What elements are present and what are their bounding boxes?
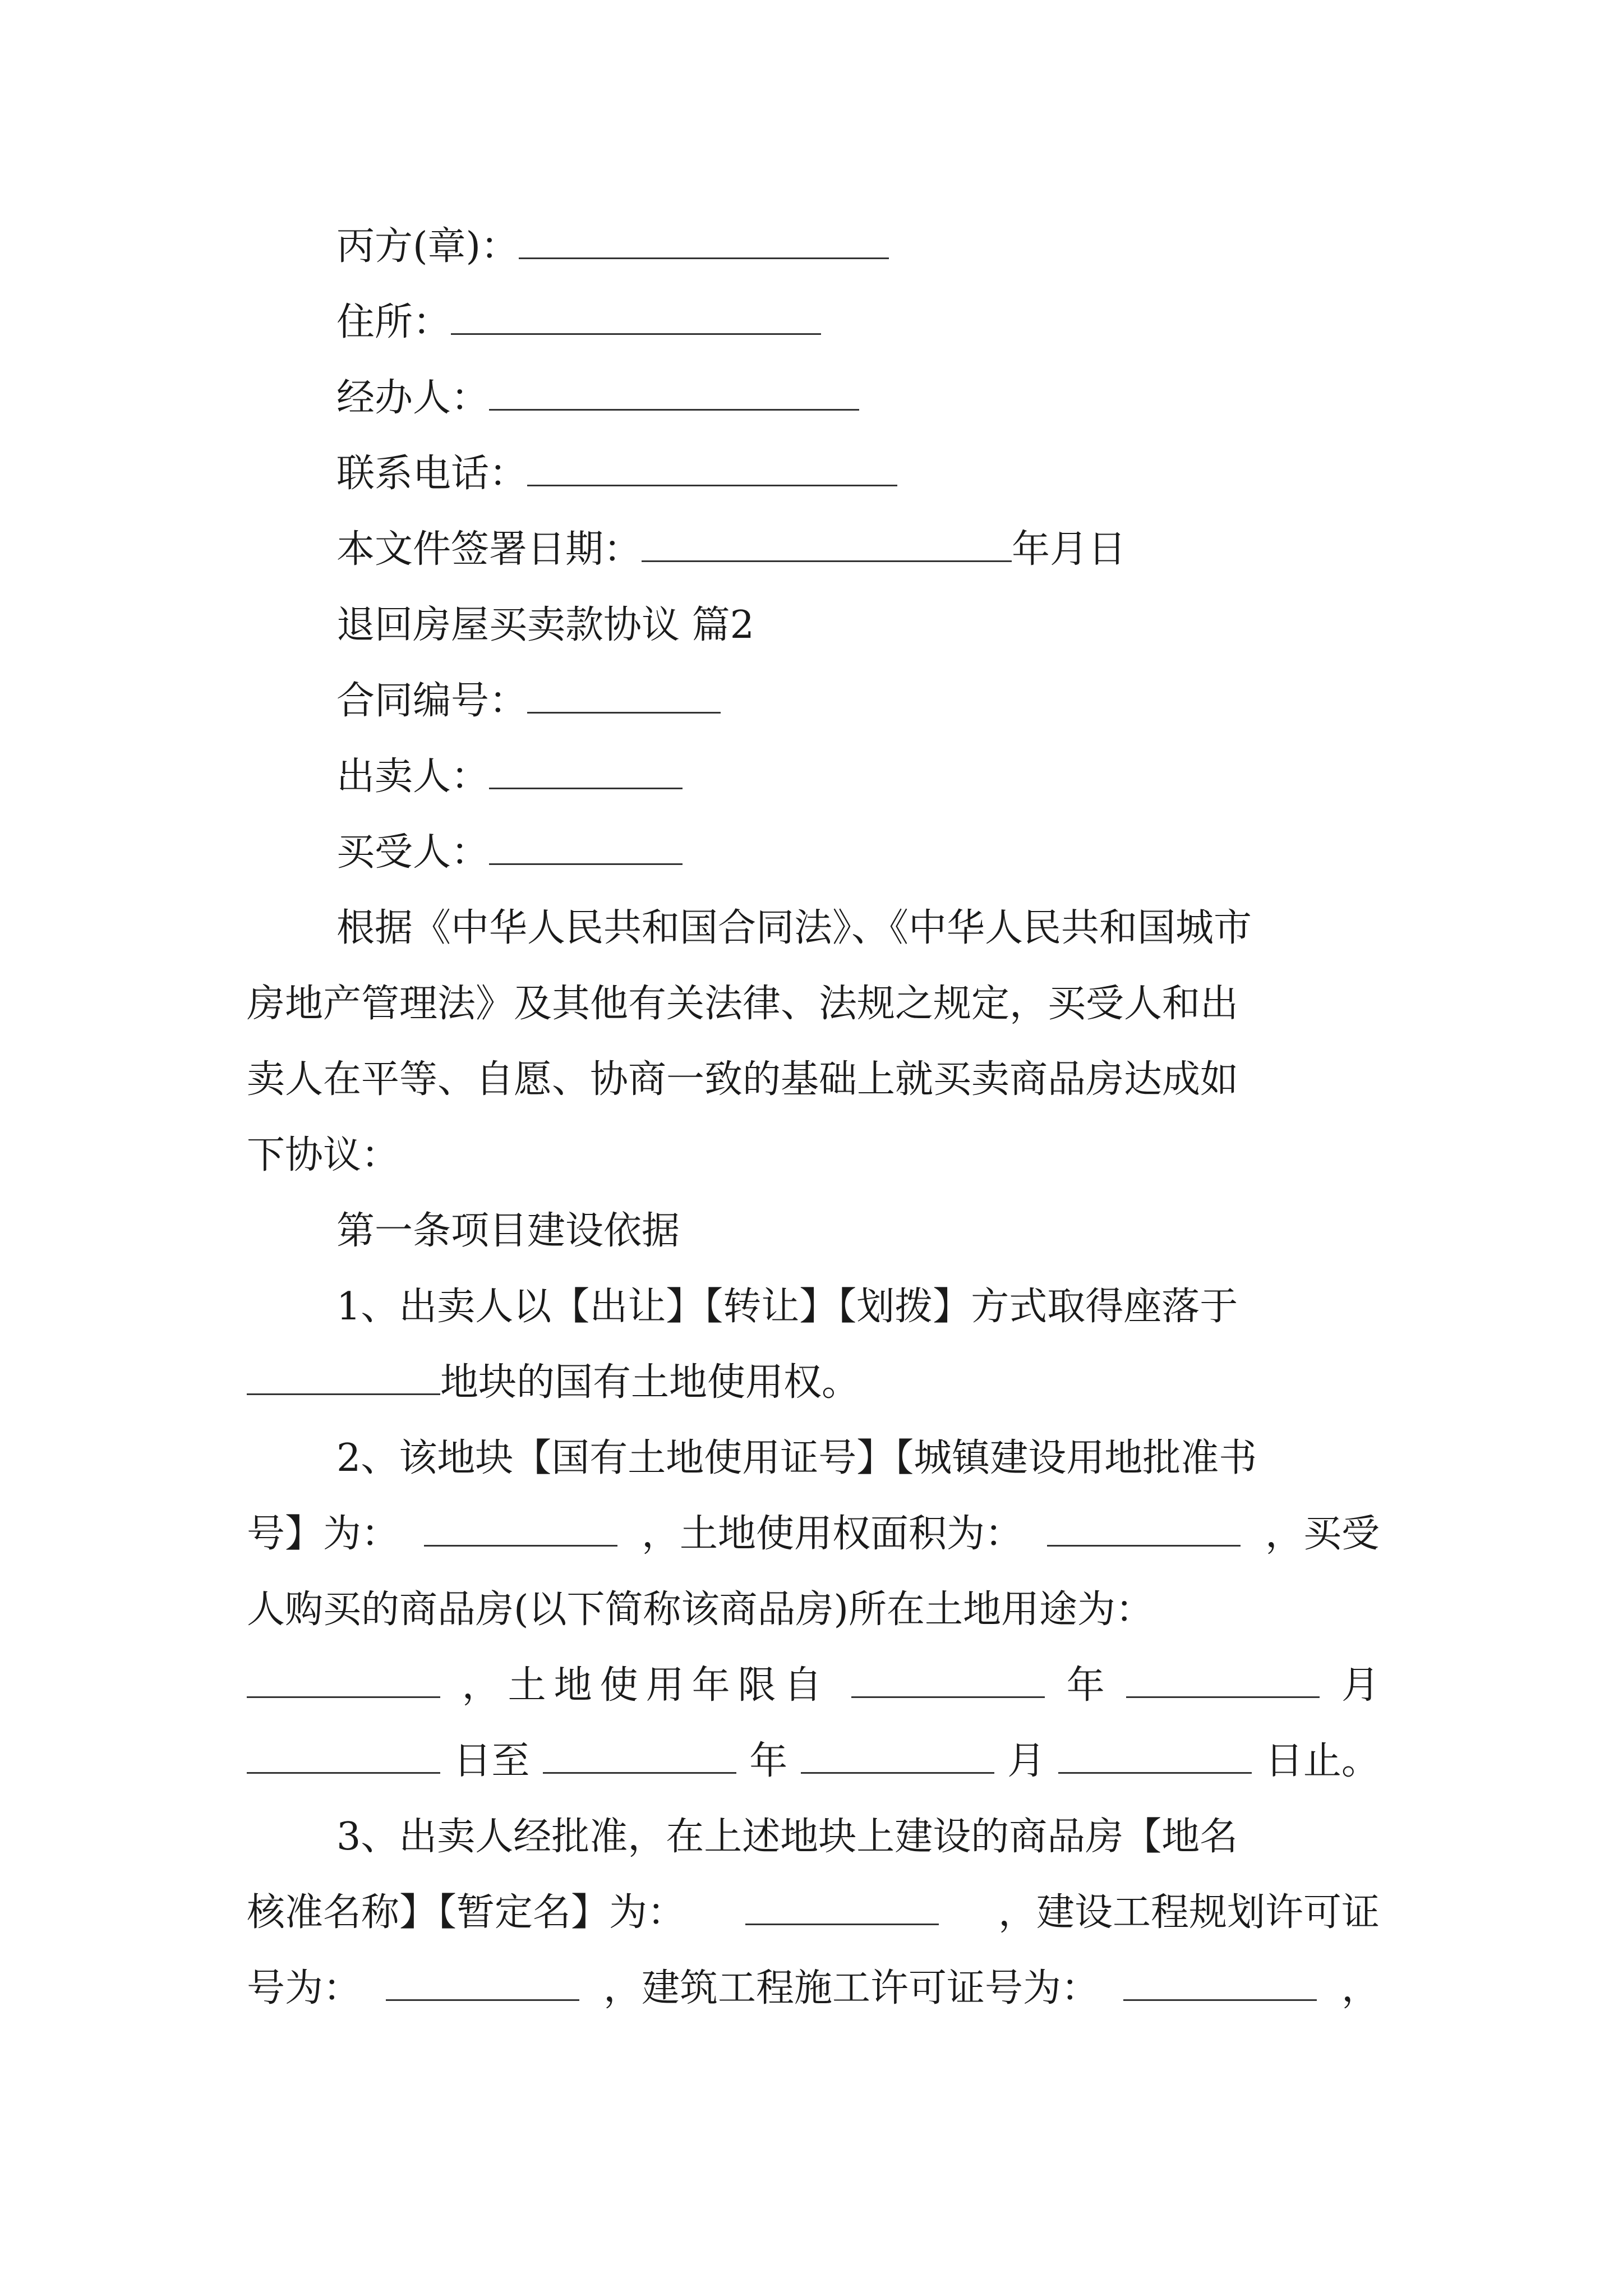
party-c-agent-line bbox=[0, 362, 1623, 435]
seller-blank bbox=[489, 754, 683, 789]
clause2-l5-c: 月 bbox=[1007, 1739, 1046, 1783]
party-c-agent-label: 经办人： bbox=[336, 376, 490, 420]
land-location-blank bbox=[247, 1360, 440, 1395]
clause1-line-2 bbox=[0, 1346, 1623, 1419]
certificate-number-blank bbox=[424, 1511, 617, 1547]
clause1-line-2-text: 地块的国有土地使用权。 bbox=[440, 1360, 860, 1405]
seller-label: 出卖人： bbox=[336, 754, 490, 799]
buyer-line bbox=[0, 816, 1623, 889]
party-c-seal-line bbox=[0, 210, 1623, 283]
party-c-address-blank bbox=[451, 300, 821, 335]
party-c-address-line bbox=[0, 286, 1623, 359]
contract-number-blank bbox=[527, 678, 721, 714]
contract-number-label: 合同编号： bbox=[336, 679, 528, 723]
end-year-blank bbox=[543, 1738, 736, 1774]
clause3-l3-a: 号为： bbox=[247, 1966, 362, 2010]
contract-number-line bbox=[0, 665, 1623, 738]
sign-date-suffix: 年月日 bbox=[1012, 527, 1127, 572]
end-day-blank bbox=[1058, 1738, 1252, 1774]
preamble-line-1: 根据《中华人民共和国合同法》、《中华人民共和国城市 bbox=[336, 906, 1252, 950]
clause2-line-3: 人购买的商品房(以下简称该商品房)所在土地用途为： bbox=[247, 1588, 1154, 1632]
clause2-l5-b: 年 bbox=[749, 1739, 788, 1783]
sign-date-blank bbox=[642, 527, 1012, 562]
buyer-label: 买受人： bbox=[336, 830, 490, 875]
clause2-l4-a: ，土地使用年限自 bbox=[462, 1663, 830, 1708]
clause3-line-1: 3、出卖人经批准，在上述地块上建设的商品房【地名 bbox=[336, 1815, 1238, 1859]
construction-permit-blank bbox=[1123, 1966, 1317, 2001]
start-year-blank bbox=[851, 1663, 1045, 1698]
clause1-line-1: 1、出卖人以【出让】【转让】【划拨】方式取得座落于 bbox=[336, 1285, 1238, 1329]
clause2-l5-a: 日至 bbox=[453, 1739, 530, 1783]
clause3-l2-a: 核准名称】【暂定名】为： bbox=[247, 1890, 686, 1935]
land-area-blank bbox=[1047, 1511, 1241, 1547]
party-c-seal-blank bbox=[519, 224, 889, 259]
party-c-agent-blank bbox=[489, 375, 859, 411]
clause3-l3-c: ， bbox=[1341, 1966, 1380, 2010]
party-c-phone-label: 联系电话： bbox=[336, 452, 528, 496]
party-c-phone-line bbox=[0, 438, 1623, 510]
clause3-l2-b: ，建设工程规划许可证 bbox=[998, 1890, 1380, 1935]
clause2-l2-a: 号】为： bbox=[247, 1512, 400, 1556]
party-c-address-label: 住所： bbox=[336, 300, 451, 344]
article1-title: 第一条项目建设依据 bbox=[336, 1209, 680, 1253]
clause3-line-3 bbox=[247, 1952, 1380, 2025]
seller-line bbox=[0, 740, 1623, 813]
section-title: 退回房屋买卖款协议 篇2 bbox=[336, 603, 754, 647]
clause2-l5-d: 日止。 bbox=[1265, 1739, 1380, 1783]
clause2-line-1: 2、该地块【国有土地使用证号】【城镇建设用地批准书 bbox=[336, 1436, 1257, 1480]
land-use-blank bbox=[247, 1663, 440, 1698]
clause3-l3-b: ，建筑工程施工许可证号为： bbox=[603, 1966, 1099, 2010]
preamble-line-4: 下协议： bbox=[247, 1133, 400, 1177]
clause2-l4-b: 年 bbox=[1066, 1663, 1105, 1708]
clause2-l4-c: 月 bbox=[1341, 1663, 1380, 1708]
planning-permit-blank bbox=[386, 1966, 579, 2001]
preamble-line-2: 房地产管理法》及其他有关法律、法规之规定，买受人和出 bbox=[247, 982, 1239, 1026]
party-c-seal-label: 丙方(章)： bbox=[336, 224, 519, 269]
clause2-line-2 bbox=[247, 1498, 1380, 1571]
end-month-blank bbox=[801, 1738, 994, 1774]
project-name-blank bbox=[745, 1890, 939, 1925]
clause2-l2-c: ，买受 bbox=[1265, 1512, 1380, 1556]
clause2-line-5 bbox=[247, 1725, 1380, 1798]
clause2-line-4 bbox=[247, 1649, 1380, 1722]
start-month-blank bbox=[1126, 1663, 1320, 1698]
party-c-phone-blank bbox=[527, 451, 897, 486]
sign-date-label: 本文件签署日期： bbox=[336, 527, 642, 572]
start-day-blank bbox=[247, 1738, 440, 1774]
buyer-blank bbox=[489, 830, 683, 865]
sign-date-line bbox=[0, 513, 1623, 586]
clause3-line-2 bbox=[247, 1876, 1380, 1949]
preamble-line-3: 卖人在平等、自愿、协商一致的基础上就买卖商品房达成如 bbox=[247, 1057, 1239, 1102]
clause2-l2-b: ，土地使用权面积为： bbox=[641, 1512, 1023, 1556]
